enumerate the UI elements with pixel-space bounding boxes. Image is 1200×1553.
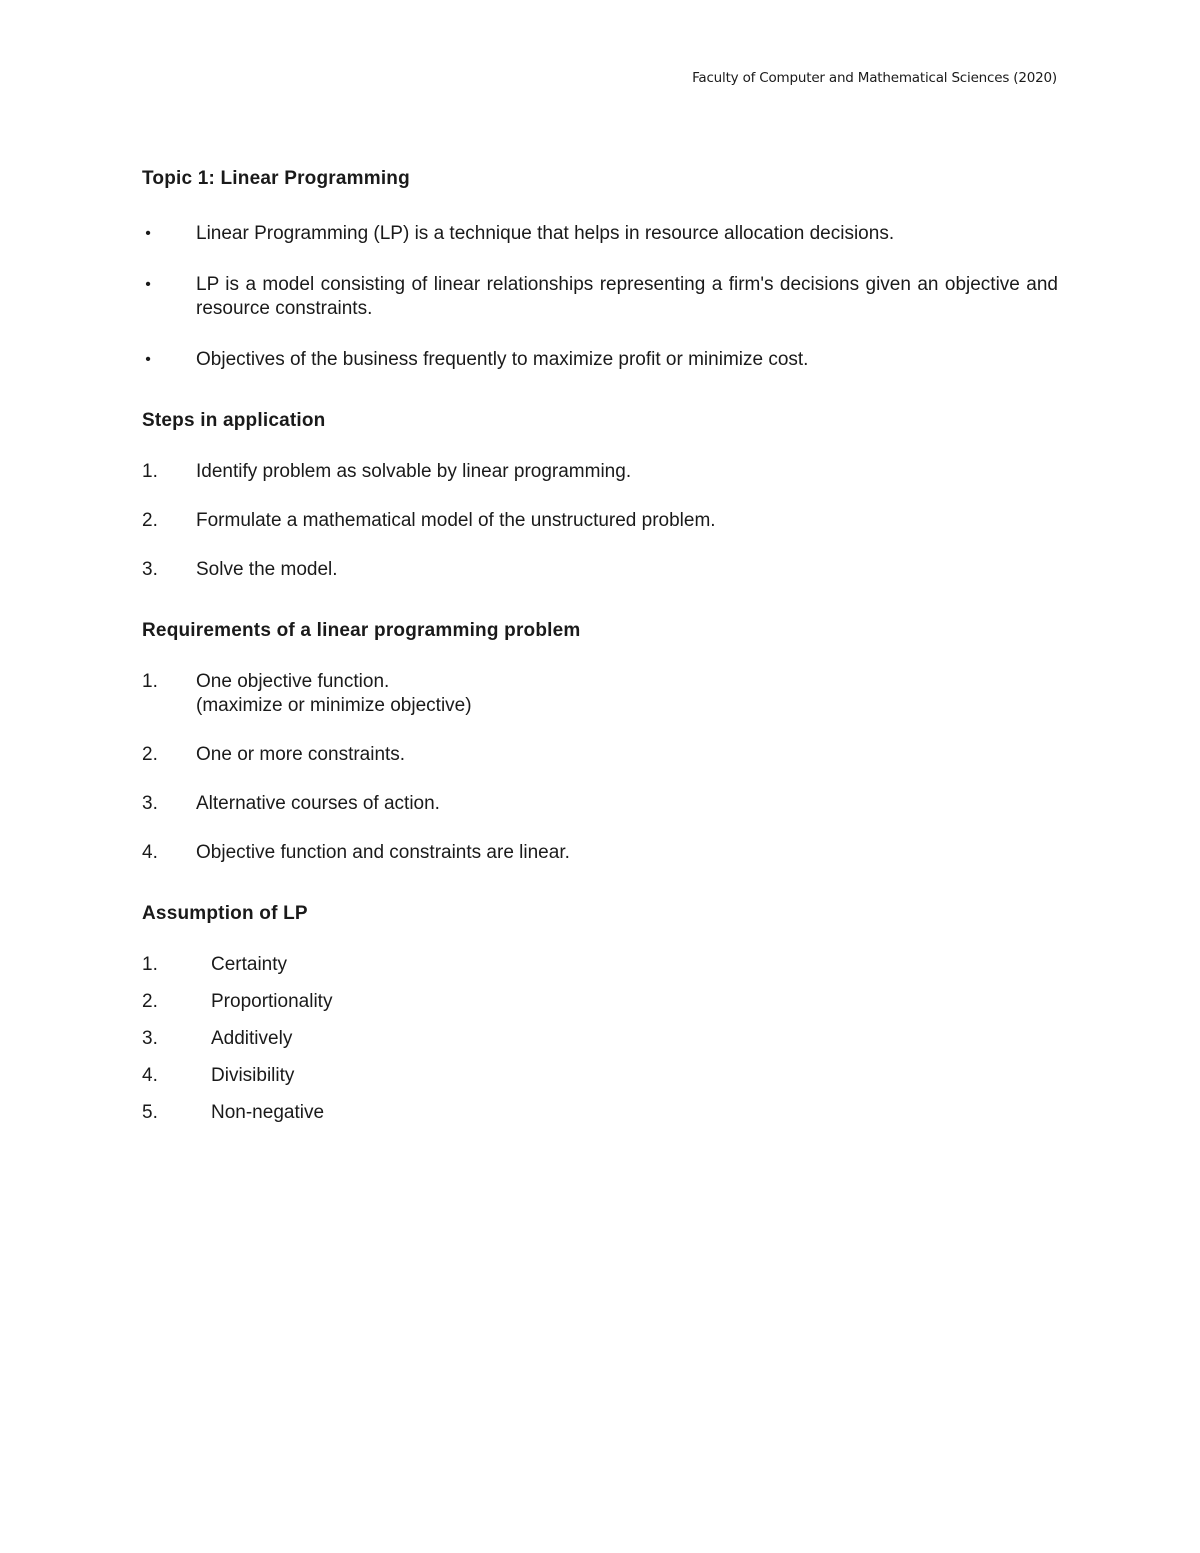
item-text: Identify problem as solvable by linear programming. [196,461,632,482]
item-number: 1. [142,954,158,975]
bullet-marker: • [145,225,151,242]
topic-section [142,166,1058,372]
bullet-text: LP is a model consisting of linear relationships representing a firm's decisions given an objective and resource constraints. [196,274,1058,319]
list-item [142,792,1058,816]
item-number: 2. [142,991,158,1012]
item-number: 3. [142,1028,158,1049]
list-item [142,509,1058,533]
list-item [142,558,1058,582]
document-body [142,166,1058,1138]
requirements-list [142,670,1058,865]
assumptions-title: Assumption of LP [142,903,308,924]
list-item [142,743,1058,767]
list-item [142,1101,1058,1125]
assumptions-section [142,901,1058,1125]
item-subtext: (maximize or minimize objective) [196,695,472,716]
bullet-marker: • [145,276,151,293]
item-number: 2. [142,744,158,765]
assumptions-list [142,953,1058,1125]
item-text: One or more constraints. [196,744,406,765]
item-text: Objective function and constraints are linear. [196,842,570,863]
item-number: 2. [142,510,158,531]
item-text: Divisibility [211,1065,295,1086]
item-text: Certainty [211,954,288,975]
bullet-text: Objectives of the business frequently to maximize profit or minimize cost. [196,349,809,370]
item-text: Additively [211,1028,293,1049]
bullet-item [142,348,1058,372]
list-item [142,1064,1058,1088]
page-header: Faculty of Computer and Mathematical Sciences (2020) [692,70,1057,86]
item-number: 4. [142,842,158,863]
steps-title: Steps in application [142,410,326,431]
bullet-text: Linear Programming (LP) is a technique that helps in resource allocation decisions. [196,223,895,244]
list-item [142,670,1058,718]
item-number: 1. [142,671,158,692]
item-number: 3. [142,793,158,814]
item-text: Alternative courses of action. [196,793,440,814]
list-item [142,990,1058,1014]
steps-section [142,408,1058,582]
bullet-marker: • [145,351,151,368]
bullet-item [142,273,1058,321]
item-number: 3. [142,559,158,580]
item-text: Non-negative [211,1102,325,1123]
topic-title: Topic 1: Linear Programming [142,168,410,189]
item-text: One objective function. [196,671,390,692]
item-text: Proportionality [211,991,333,1012]
item-text: Solve the model. [196,559,338,580]
bullet-item [142,222,1058,246]
item-text: Formulate a mathematical model of the unstructured problem. [196,510,716,531]
item-number: 1. [142,461,158,482]
item-number: 4. [142,1065,158,1086]
list-item [142,953,1058,977]
topic-bullet-list [142,222,1058,372]
item-number: 5. [142,1102,158,1123]
requirements-section [142,618,1058,865]
steps-list [142,460,1058,582]
list-item [142,460,1058,484]
list-item [142,1027,1058,1051]
list-item [142,841,1058,865]
requirements-title: Requirements of a linear programming problem [142,620,581,641]
